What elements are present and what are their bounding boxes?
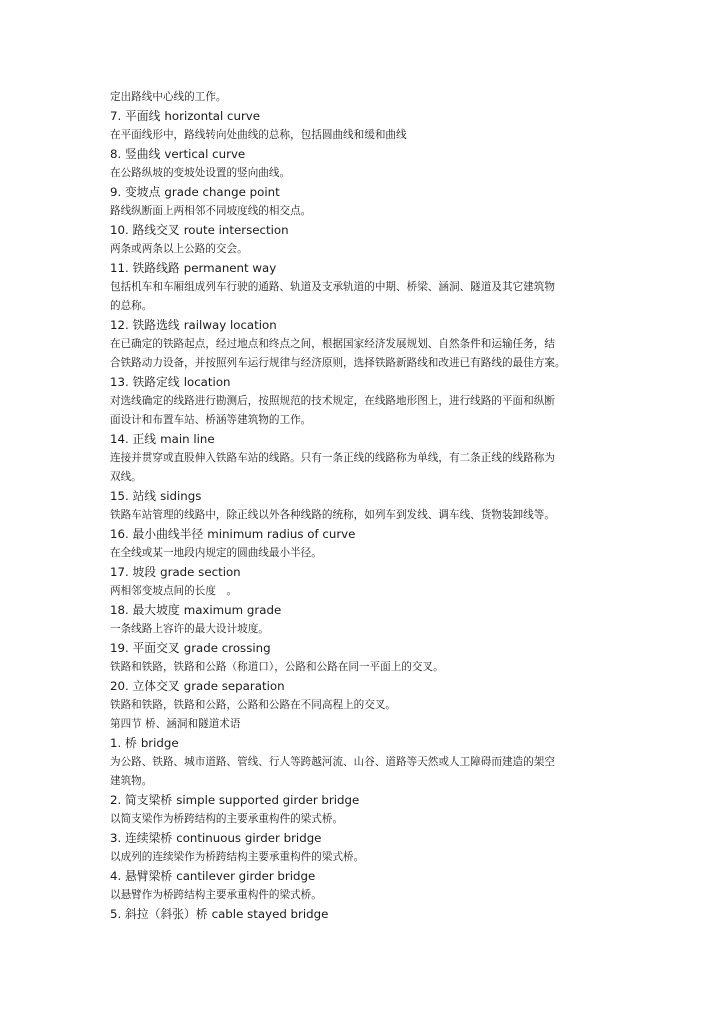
definition-line: 两条或两条以上公路的交会。 xyxy=(110,243,248,255)
definition-line: 定出路线中心线的工作。 xyxy=(110,91,227,103)
term-heading-english: bridge xyxy=(140,736,179,750)
term-heading-english: horizontal curve xyxy=(164,109,261,123)
term-heading xyxy=(110,145,620,164)
term-heading-chinese: 14. 正线 xyxy=(110,432,157,446)
term-heading-chinese: 17. 坡段 xyxy=(110,565,157,579)
term-heading-english: cable stayed bridge xyxy=(211,907,329,921)
definition-line: 在公路纵坡的变坡处设置的竖向曲线。 xyxy=(110,167,291,179)
term-heading-chinese: 9. 变坡点 xyxy=(110,185,161,199)
definition-line: 建筑物。 xyxy=(110,775,153,787)
term-heading xyxy=(110,905,620,924)
definition-line: 为公路、铁路、城市道路、管线、行人等跨越河流、山谷、道路等天然或人工障碍而建造的架空 xyxy=(110,756,555,768)
term-heading xyxy=(110,829,620,848)
definition-line: 包括机车和车厢组成列车行驶的通路、轨道及支承轨道的中期、桥梁、涵洞、隧道及其它建筑物 xyxy=(110,281,555,293)
definition-line: 以悬臂作为桥跨结构主要承重构件的梁式桥。 xyxy=(110,889,322,901)
term-heading-chinese: 20. 立体交叉 xyxy=(110,679,180,693)
term-heading-chinese: 1. 桥 xyxy=(110,736,137,750)
term-heading-english: location xyxy=(183,375,231,389)
term-heading-english: sidings xyxy=(160,489,202,503)
term-heading-english: permanent way xyxy=(183,261,277,275)
definition-line: 连接并贯穿或直股伸入铁路车站的线路。只有一条正线的线路称为单线，有二条正线的线路称为 xyxy=(110,452,555,464)
definition-line: 双线。 xyxy=(110,471,142,483)
term-heading-english: maximum grade xyxy=(183,603,282,617)
term-heading-chinese: 18. 最大坡度 xyxy=(110,603,180,617)
term-heading-english: grade section xyxy=(160,565,241,579)
term-heading-chinese: 3. 连续梁桥 xyxy=(110,831,173,845)
term-heading xyxy=(110,639,620,658)
definition-line: 第四节 桥、涵洞和隧道术语 xyxy=(110,718,241,730)
term-heading xyxy=(110,867,620,886)
term-heading xyxy=(110,487,620,506)
term-heading-chinese: 2. 简支梁桥 xyxy=(110,793,173,807)
definition-line: 一条线路上容许的最大设计坡度。 xyxy=(110,623,269,635)
definition-line: 在平面线形中，路线转向处曲线的总称，包括圆曲线和缓和曲线 xyxy=(110,129,407,141)
term-heading xyxy=(110,525,620,544)
term-heading xyxy=(110,107,620,126)
definition-line: 对选线确定的线路进行勘测后，按照规范的技术规定，在线路地形图上，进行线路的平面和纵断 xyxy=(110,395,555,407)
definition-line: 路线纵断面上两相邻不同坡度线的相交点。 xyxy=(110,205,312,217)
definition-line: 以成列的连续梁作为桥跨结构主要承重构件的梁式桥。 xyxy=(110,851,365,863)
definition-line: 合铁路动力设备，并按照列车运行规律与经济原则，选择铁路新路线和改进已有路线的最佳方案。 xyxy=(110,357,566,369)
term-heading-chinese: 16. 最小曲线半径 xyxy=(110,527,204,541)
definition-line: 在已确定的铁路起点，经过地点和终点之间，根据国家经济发展规划、自然条件和运输任务，结 xyxy=(110,338,555,350)
document-page xyxy=(110,88,620,924)
definition-line: 铁路车站管理的线路中，除正线以外各种线路的统称，如列车到发线、调车线、货物装卸线等。 xyxy=(110,509,555,521)
term-heading-english: grade change point xyxy=(164,185,280,199)
term-heading xyxy=(110,734,620,753)
term-heading-english: simple supported girder bridge xyxy=(176,793,360,807)
term-heading xyxy=(110,791,620,810)
term-heading-english: vertical curve xyxy=(164,147,246,161)
term-heading-english: cantilever girder bridge xyxy=(176,869,316,883)
term-heading xyxy=(110,221,620,240)
term-heading xyxy=(110,601,620,620)
term-heading-chinese: 11. 铁路线路 xyxy=(110,261,180,275)
definition-line: 的总称。 xyxy=(110,300,153,312)
term-heading-english: grade separation xyxy=(183,679,285,693)
term-heading-chinese: 8. 竖曲线 xyxy=(110,147,161,161)
term-heading-chinese: 5. 斜拉（斜张）桥 xyxy=(110,907,208,921)
term-heading-english: railway location xyxy=(183,318,277,332)
definition-line: 面设计和布置车站、桥涵等建筑物的工作。 xyxy=(110,414,312,426)
term-heading-chinese: 12. 铁路选线 xyxy=(110,318,180,332)
term-heading-chinese: 4. 悬臂梁桥 xyxy=(110,869,173,883)
term-heading xyxy=(110,563,620,582)
term-heading-english: minimum radius of curve xyxy=(207,527,356,541)
term-heading xyxy=(110,677,620,696)
term-heading-chinese: 13. 铁路定线 xyxy=(110,375,180,389)
term-heading-english: continuous girder bridge xyxy=(176,831,322,845)
definition-line: 以简支梁作为桥跨结构的主要承重构件的梁式桥。 xyxy=(110,813,344,825)
term-heading-chinese: 19. 平面交叉 xyxy=(110,641,180,655)
term-heading-chinese: 15. 站线 xyxy=(110,489,157,503)
term-heading xyxy=(110,259,620,278)
term-heading-english: route intersection xyxy=(183,223,289,237)
term-heading xyxy=(110,430,620,449)
term-heading-chinese: 10. 路线交叉 xyxy=(110,223,180,237)
term-heading-english: main line xyxy=(160,432,215,446)
term-heading-chinese: 7. 平面线 xyxy=(110,109,161,123)
definition-line: 在全线或某一地段内规定的圆曲线最小半径。 xyxy=(110,547,322,559)
definition-line: 两相邻变坡点间的长度 。 xyxy=(110,585,238,597)
term-heading xyxy=(110,373,620,392)
definition-line: 铁路和铁路，铁路和公路（称道口），公路和公路在同一平面上的交叉。 xyxy=(110,661,444,673)
term-heading xyxy=(110,316,620,335)
term-heading-english: grade crossing xyxy=(183,641,271,655)
term-heading xyxy=(110,183,620,202)
definition-line: 铁路和铁路，铁路和公路，公路和公路在不同高程上的交叉。 xyxy=(110,699,397,711)
